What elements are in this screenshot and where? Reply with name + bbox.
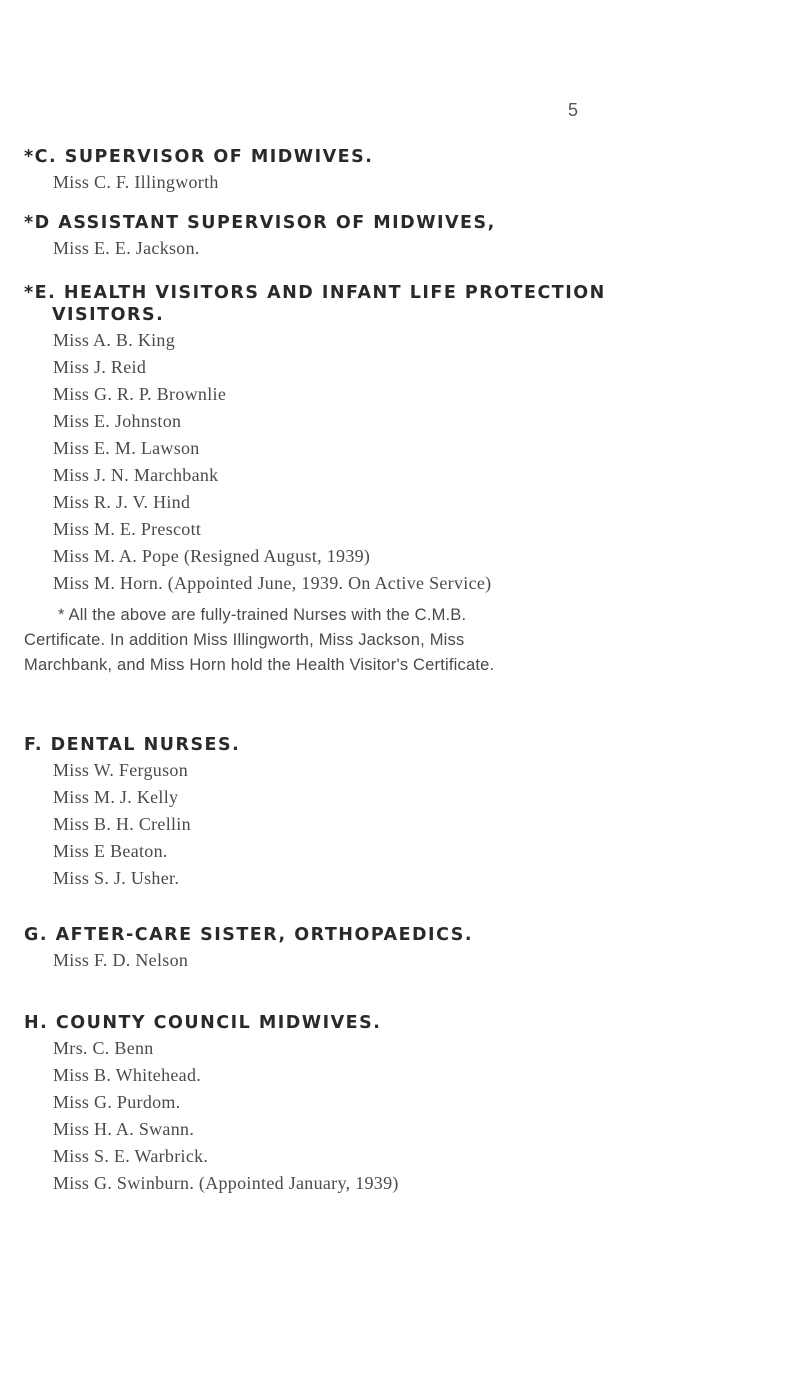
staff-name: Miss G. R. P. Brownlie	[53, 384, 227, 404]
staff-list	[53, 757, 800, 892]
section-heading: H. COUNTY COUNCIL MIDWIVES.	[24, 1013, 382, 1033]
section-assistant-supervisor	[0, 213, 800, 262]
staff-name: Miss G. Purdom.	[53, 1092, 181, 1112]
staff-name: Miss E Beaton.	[53, 841, 168, 861]
staff-name: Miss A. B. King	[53, 330, 176, 350]
staff-name: Miss R. J. V. Hind	[53, 492, 191, 512]
staff-name: Miss J. Reid	[53, 357, 147, 377]
page-number: 5	[568, 100, 579, 120]
staff-name: Miss F. D. Nelson	[53, 950, 189, 970]
footnote	[0, 603, 800, 678]
staff-name: Miss E. M. Lawson	[53, 438, 200, 458]
staff-name: Mrs. C. Benn	[53, 1038, 154, 1058]
staff-list	[53, 327, 800, 597]
footnote-line: * All the above are fully-trained Nurses with the C.M.B.	[58, 606, 467, 624]
staff-name: Miss B. Whitehead.	[53, 1065, 202, 1085]
section-supervisor-of-midwives	[0, 147, 800, 196]
staff-name: Miss M. A. Pope (Resigned August, 1939)	[53, 546, 371, 566]
staff-name: Miss S. J. Usher.	[53, 868, 180, 888]
staff-name: Miss S. E. Warbrick.	[53, 1146, 209, 1166]
footnote-line: Marchbank, and Miss Horn hold the Health Visitor's Certificate.	[24, 656, 495, 674]
staff-name: Miss H. A. Swann.	[53, 1119, 195, 1139]
section-heading: F. DENTAL NURSES.	[24, 735, 241, 755]
staff-name: Miss W. Ferguson	[53, 760, 189, 780]
section-heading-line2: VISITORS.	[52, 305, 165, 325]
staff-name: Miss M. E. Prescott	[53, 519, 202, 539]
section-health-visitors	[0, 283, 800, 678]
staff-name: Miss G. Swinburn. (Appointed January, 1939)	[53, 1173, 399, 1193]
section-after-care-sister	[0, 925, 800, 974]
section-heading: *D ASSISTANT SUPERVISOR OF MIDWIVES,	[24, 213, 496, 233]
staff-name: Miss B. H. Crellin	[53, 814, 191, 834]
section-heading-line1: *E. HEALTH VISITORS AND INFANT LIFE PROTECTION	[24, 283, 606, 303]
staff-list	[53, 1035, 800, 1197]
staff-name: Miss E. Johnston	[53, 411, 182, 431]
staff-name: Miss E. E. Jackson.	[53, 238, 200, 258]
staff-name: Miss M. Horn. (Appointed June, 1939. On Active Service)	[53, 573, 492, 593]
section-county-council-midwives	[0, 1013, 800, 1197]
staff-name: Miss J. N. Marchbank	[53, 465, 219, 485]
staff-name: Miss C. F. Illingworth	[53, 172, 219, 192]
staff-name: Miss M. J. Kelly	[53, 787, 179, 807]
section-heading: *C. SUPERVISOR OF MIDWIVES.	[24, 147, 374, 167]
section-heading	[24, 283, 800, 325]
footnote-line: Certificate. In addition Miss Illingworth, Miss Jackson, Miss	[24, 631, 465, 649]
section-dental-nurses	[0, 735, 800, 892]
section-heading: G. AFTER-CARE SISTER, ORTHOPAEDICS.	[24, 925, 473, 945]
